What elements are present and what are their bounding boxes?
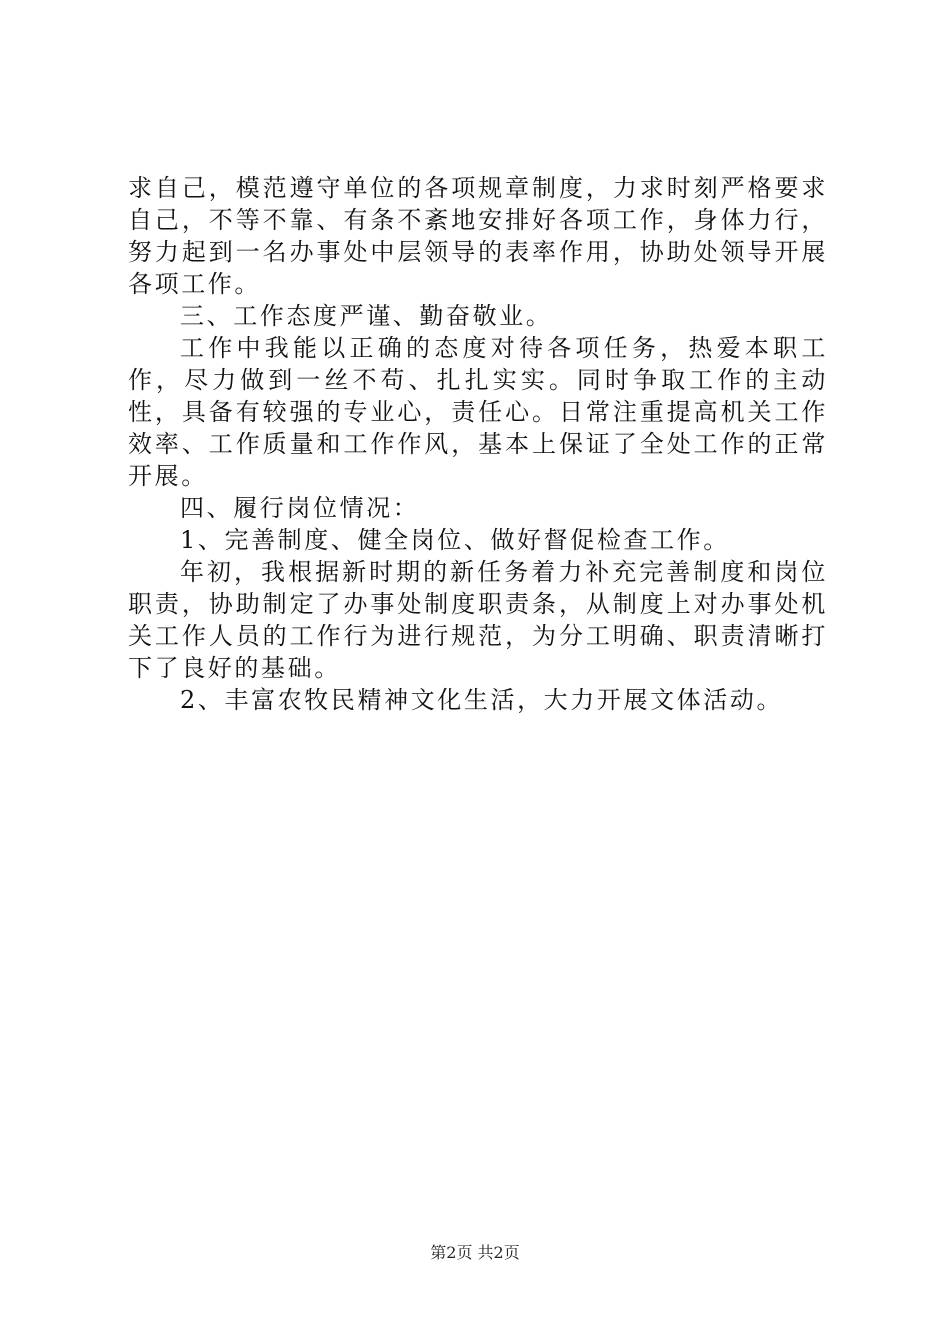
section-heading-duties: 四、履行岗位情况： — [180, 494, 420, 522]
subheading-systems: 1、完善制度、健全岗位、做好督促检查工作。 — [180, 526, 730, 554]
page-footer — [0, 1243, 950, 1263]
subheading-culture: 2、丰富农牧民精神文化生活，大力开展文体活动。 — [180, 686, 784, 714]
paragraph-work-attitude: 工作中我能以正确的态度对待各项任务，热爱本职工作，尽力做到一丝不苟、扎扎实实。同时争取工作的主动性，具备有较强的专业心，责任心。日常注重提高机关工作效率、工作质量和工作作风，基本上保证了全处工作的正常开展。 — [128, 334, 828, 490]
document-body — [128, 172, 828, 716]
paragraph-systems: 年初，我根据新时期的新任务着力补充完善制度和岗位职责，协助制定了办事处制度职责条，从制度上对办事处机关工作人员的工作行为进行规范，为分工明确、职责清晰打下了良好的基础。 — [128, 558, 828, 682]
section-heading-work-attitude: 三、工作态度严谨、勤奋敬业。 — [180, 302, 553, 330]
paragraph-continuation: 求自己，模范遵守单位的各项规章制度，力求时刻严格要求自己，不等不靠、有条不紊地安排好各项工作，身体力行，努力起到一名办事处中层领导的表率作用，协助处领导开展各项工作。 — [128, 174, 828, 298]
page-number: 第2页 共2页 — [430, 1243, 520, 1262]
